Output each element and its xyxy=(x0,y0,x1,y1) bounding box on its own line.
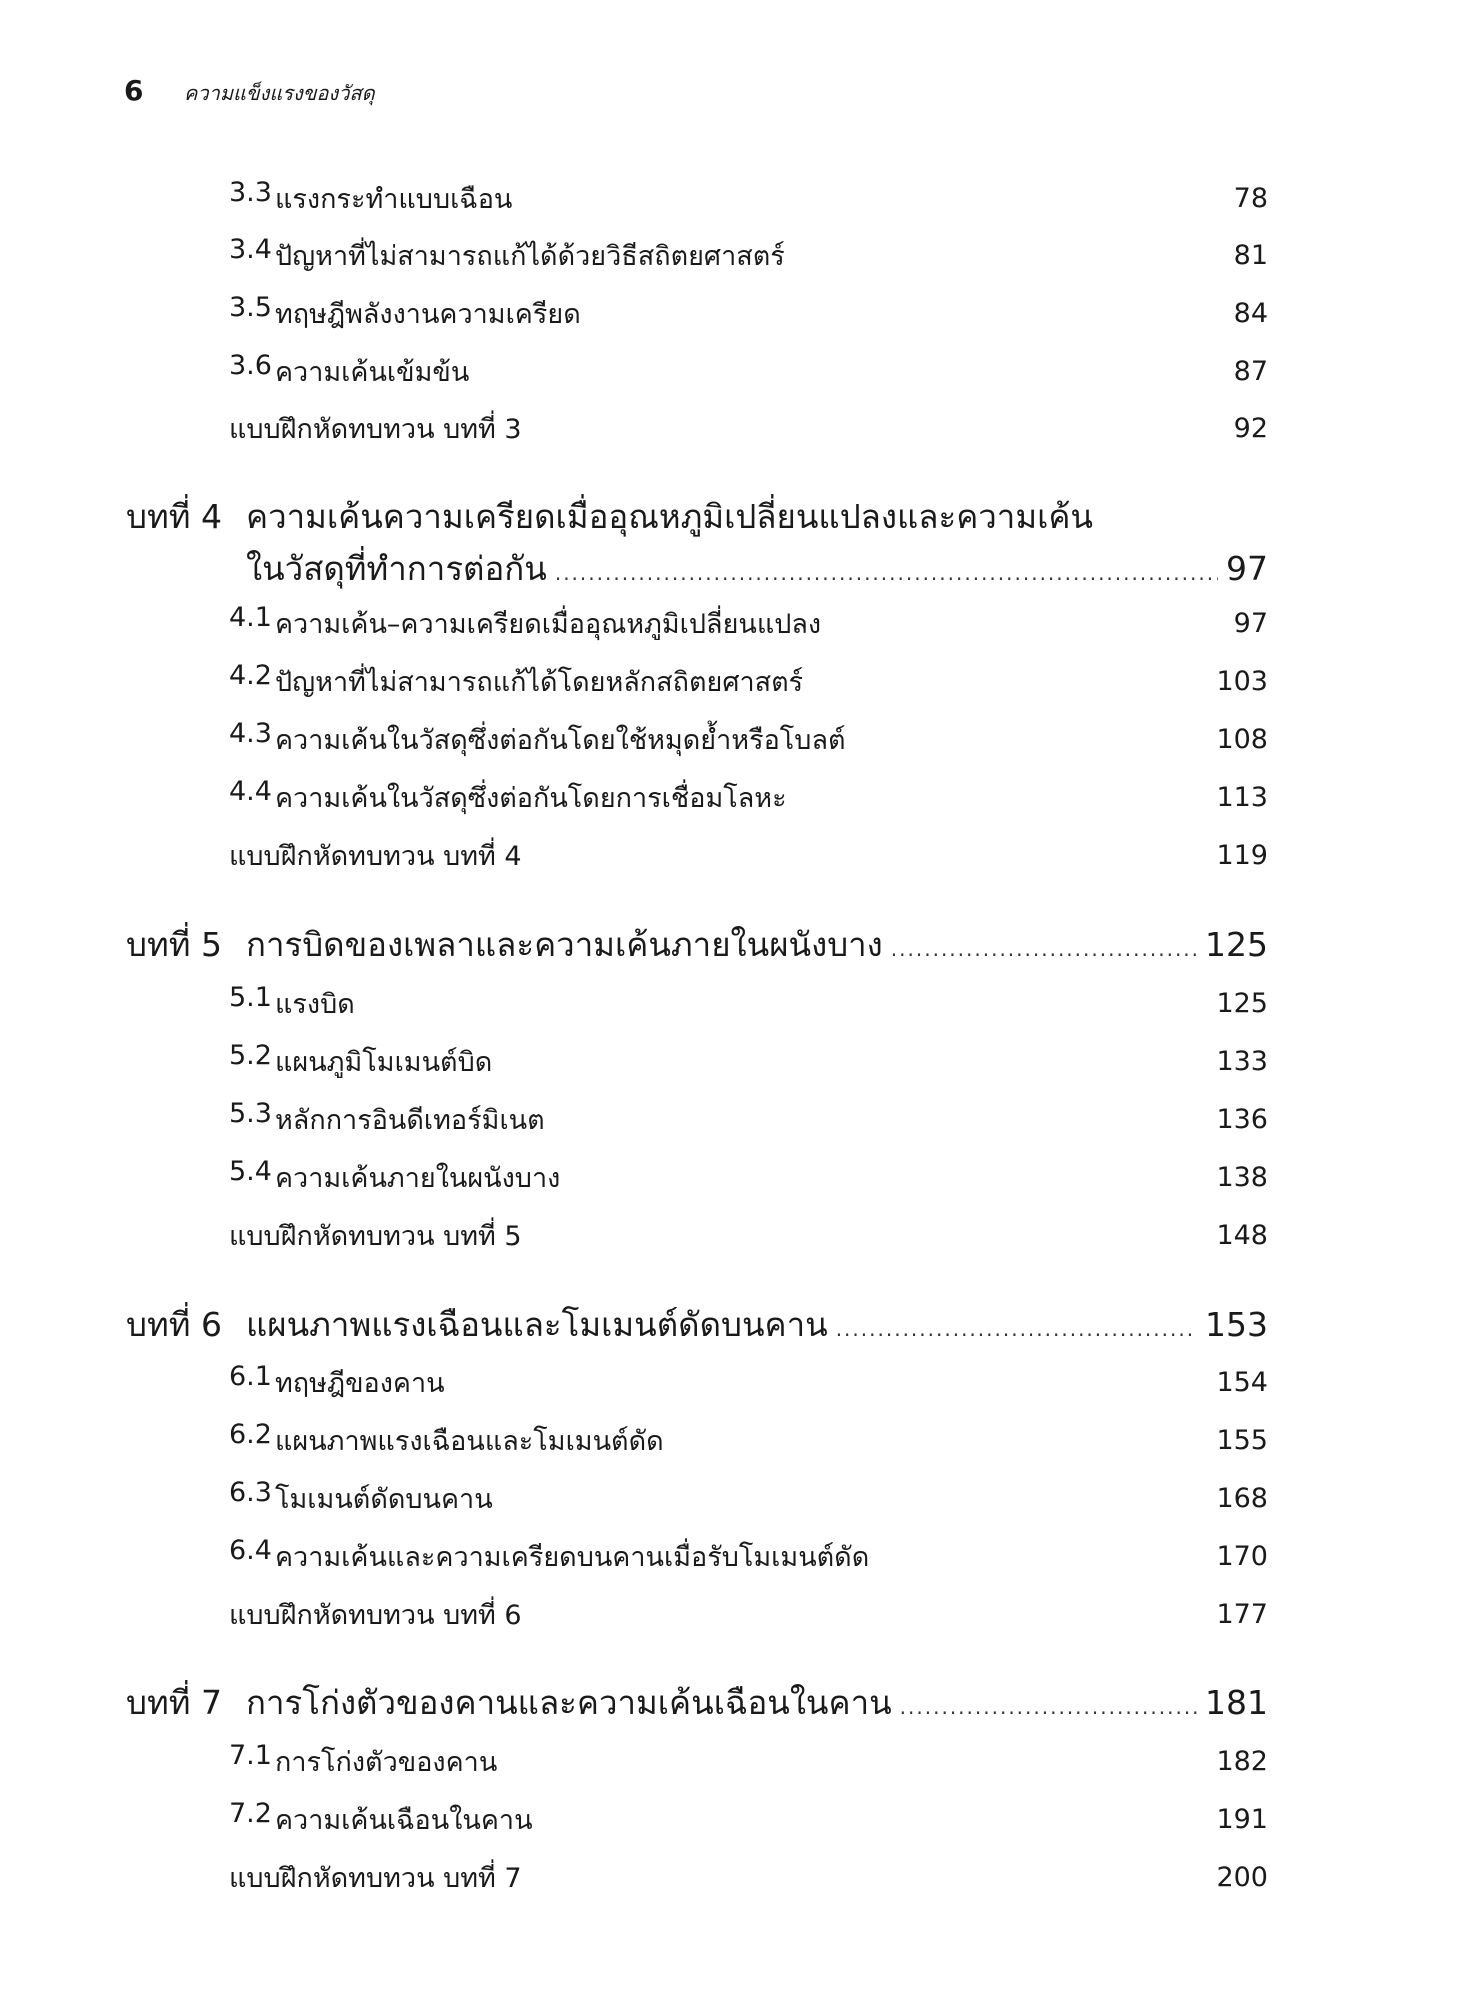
section-title: โมเมนต์ดัดบนคาน xyxy=(275,1483,493,1515)
chapter-title: ความเค้นความเครียดเมื่ออุณหภูมิเปลี่ยนแปลงและความเค้น xyxy=(246,497,1093,536)
section-number: 6.4 xyxy=(229,1534,272,1566)
chapter-page: 153 xyxy=(1205,1305,1268,1344)
exercise-title: แบบฝึกหัดทบทวน บทที่ 7 xyxy=(229,1862,522,1894)
section-number: 3.6 xyxy=(229,349,272,381)
section-title: ทฤษฎีของคาน xyxy=(275,1367,445,1399)
toc-entry-5-4[interactable] xyxy=(229,1157,1268,1197)
toc-entry-3-6[interactable] xyxy=(229,351,1268,391)
section-number: 4.4 xyxy=(229,775,272,807)
section-number: 7.2 xyxy=(229,1797,272,1829)
exercise-page: 200 xyxy=(1216,1861,1268,1893)
page-number: 6 xyxy=(124,74,144,107)
section-title: ความเค้นภายในผนังบาง xyxy=(275,1162,561,1194)
section-title: ความเค้นเฉือนในคาน xyxy=(275,1804,533,1836)
chapter-page: 125 xyxy=(1205,925,1268,964)
toc-entry-exercise-7[interactable] xyxy=(229,1857,1268,1897)
chapter-title: การบิดของเพลาและความเค้นภายในผนังบาง xyxy=(246,925,883,964)
section-number: 4.1 xyxy=(229,601,272,633)
section-title: แผนภูมิโมเมนต์บิด xyxy=(275,1046,493,1078)
section-number: 5.3 xyxy=(229,1097,272,1129)
exercise-title: แบบฝึกหัดทบทวน บทที่ 3 xyxy=(229,413,522,445)
dot-leader xyxy=(555,561,1218,585)
section-number: 3.4 xyxy=(229,233,272,265)
toc-entry-4-3[interactable] xyxy=(229,719,1268,759)
chapter-page: 97 xyxy=(1226,549,1268,588)
section-page: 103 xyxy=(1216,665,1268,697)
exercise-page: 148 xyxy=(1216,1219,1268,1251)
toc-chapter-5[interactable] xyxy=(126,918,1268,970)
section-page: 113 xyxy=(1216,781,1268,813)
toc-entry-5-2[interactable] xyxy=(229,1041,1268,1081)
toc-entry-5-1[interactable] xyxy=(229,983,1268,1023)
section-page: 84 xyxy=(1233,297,1268,329)
exercise-page: 119 xyxy=(1216,839,1268,871)
section-page: 133 xyxy=(1216,1045,1268,1077)
section-page: 125 xyxy=(1216,987,1268,1019)
page-header xyxy=(124,74,375,114)
toc-chapter-7[interactable] xyxy=(126,1676,1268,1728)
toc-entry-exercise-3[interactable] xyxy=(229,408,1268,448)
exercise-page: 92 xyxy=(1233,412,1268,444)
toc-chapter-6[interactable] xyxy=(126,1298,1268,1350)
section-title: ปัญหาที่ไม่สามารถแก้ได้โดยหลักสถิตยศาสตร์ xyxy=(275,666,804,698)
section-page: 154 xyxy=(1216,1366,1268,1398)
toc-entry-6-2[interactable] xyxy=(229,1420,1268,1460)
section-title: ปัญหาที่ไม่สามารถแก้ได้ด้วยวิธีสถิตยศาสตร์ xyxy=(275,240,785,272)
toc-chapter-4[interactable] xyxy=(126,490,1268,594)
dot-leader xyxy=(900,1695,1197,1719)
section-number: 7.1 xyxy=(229,1739,272,1771)
toc-entry-4-4[interactable] xyxy=(229,777,1268,817)
section-page: 170 xyxy=(1216,1540,1268,1572)
section-number: 5.2 xyxy=(229,1039,272,1071)
section-page: 108 xyxy=(1216,723,1268,755)
chapter-title: การโก่งตัวของคานและความเค้นเฉือนในคาน xyxy=(246,1683,892,1722)
toc-entry-6-1[interactable] xyxy=(229,1362,1268,1402)
toc-entry-3-5[interactable] xyxy=(229,293,1268,333)
section-number: 5.1 xyxy=(229,981,272,1013)
exercise-page: 177 xyxy=(1216,1598,1268,1630)
toc-entry-6-3[interactable] xyxy=(229,1478,1268,1518)
section-page: 97 xyxy=(1233,607,1268,639)
section-page: 138 xyxy=(1216,1161,1268,1193)
chapter-title: แผนภาพแรงเฉือนและโมเมนต์ดัดบนคาน xyxy=(246,1305,828,1344)
toc-entry-exercise-4[interactable] xyxy=(229,835,1268,875)
running-title: ความแข็งแรงของวัสดุ xyxy=(184,81,375,105)
toc-entry-4-1[interactable] xyxy=(229,603,1268,643)
section-page: 81 xyxy=(1233,239,1268,271)
toc-entry-5-3[interactable] xyxy=(229,1099,1268,1139)
exercise-title: แบบฝึกหัดทบทวน บทที่ 6 xyxy=(229,1599,522,1631)
section-page: 87 xyxy=(1233,355,1268,387)
chapter-label: บทที่ 4 xyxy=(126,497,222,536)
toc-entry-7-2[interactable] xyxy=(229,1799,1268,1839)
section-page: 168 xyxy=(1216,1482,1268,1514)
section-title: ความเค้นในวัสดุซึ่งต่อกันโดยใช้หมุดย้ำหรือโบลต์ xyxy=(275,724,846,756)
toc-entry-3-4[interactable] xyxy=(229,235,1268,275)
toc-entry-4-2[interactable] xyxy=(229,661,1268,701)
chapter-label: บทที่ 5 xyxy=(126,925,222,964)
section-page: 191 xyxy=(1216,1803,1268,1835)
toc-entry-3-3[interactable] xyxy=(229,178,1268,218)
section-title: แผนภาพแรงเฉือนและโมเมนต์ดัด xyxy=(275,1425,664,1457)
section-title: ความเค้นและความเครียดบนคานเมื่อรับโมเมนต์ดัด xyxy=(275,1541,870,1573)
section-page: 78 xyxy=(1233,182,1268,214)
section-title: ความเค้นเข้มข้น xyxy=(275,356,470,388)
exercise-title: แบบฝึกหัดทบทวน บทที่ 5 xyxy=(229,1220,522,1252)
section-title: ความเค้นในวัสดุซึ่งต่อกันโดยการเชื่อมโลหะ xyxy=(275,782,787,814)
section-number: 6.1 xyxy=(229,1360,272,1392)
section-page: 182 xyxy=(1216,1745,1268,1777)
section-page: 136 xyxy=(1216,1103,1268,1135)
chapter-title-cont: ในวัสดุที่ทำการต่อกัน xyxy=(246,549,547,588)
section-title: แรงกระทำแบบเฉือน xyxy=(275,183,513,215)
dot-leader xyxy=(836,1317,1197,1341)
chapter-label: บทที่ 6 xyxy=(126,1305,222,1344)
chapter-page: 181 xyxy=(1205,1683,1268,1722)
section-title: ความเค้น–ความเครียดเมื่ออุณหภูมิเปลี่ยนแปลง xyxy=(275,608,822,640)
section-number: 3.5 xyxy=(229,291,272,323)
toc-entry-exercise-6[interactable] xyxy=(229,1594,1268,1634)
section-number: 3.3 xyxy=(229,176,272,208)
section-page: 155 xyxy=(1216,1424,1268,1456)
section-number: 4.2 xyxy=(229,659,272,691)
section-number: 6.3 xyxy=(229,1476,272,1508)
toc-entry-6-4[interactable] xyxy=(229,1536,1268,1576)
dot-leader xyxy=(891,937,1197,961)
section-title: ทฤษฎีพลังงานความเครียด xyxy=(275,298,581,330)
toc-entry-7-1[interactable] xyxy=(229,1741,1268,1781)
section-number: 4.3 xyxy=(229,717,272,749)
toc-entry-exercise-5[interactable] xyxy=(229,1215,1268,1255)
chapter-label: บทที่ 7 xyxy=(126,1683,222,1722)
exercise-title: แบบฝึกหัดทบทวน บทที่ 4 xyxy=(229,840,522,872)
section-title: แรงบิด xyxy=(275,988,355,1020)
section-title: หลักการอินดีเทอร์มิเนต xyxy=(275,1104,545,1136)
section-title: การโก่งตัวของคาน xyxy=(275,1746,498,1778)
section-number: 5.4 xyxy=(229,1155,272,1187)
section-number: 6.2 xyxy=(229,1418,272,1450)
